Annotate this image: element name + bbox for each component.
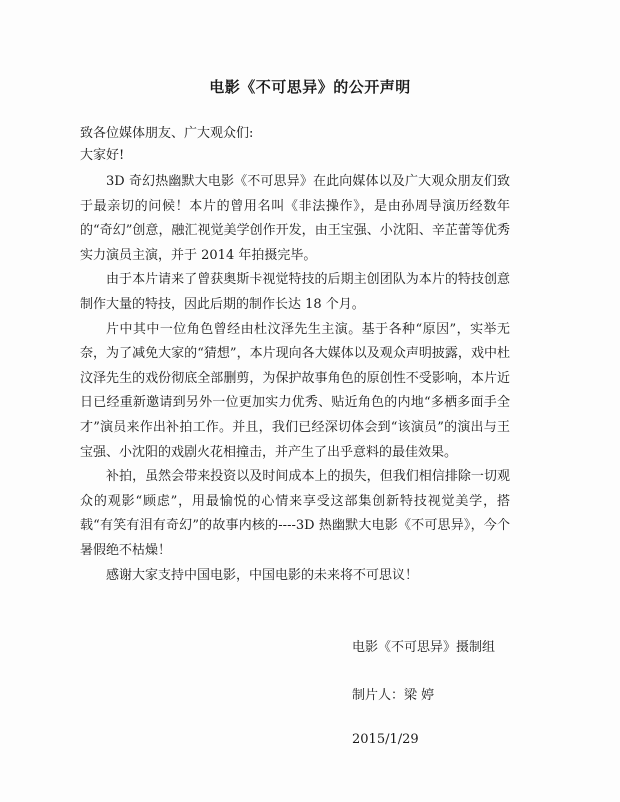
letter-body xyxy=(80,170,510,588)
paragraph-reshoot: 补拍，虽然会带来投资以及时间成本上的损失，但我们相信排除一切观众的观影“顾虑”，用最愉悦的心情来享受这部集创新特技视觉美学，搭载“有笑有泪有奇幻”的故事内核的----3D 热幽默大电影《不可思异》，今个暑假绝不枯燥！ xyxy=(80,469,510,558)
signature-producer: 制片人：梁 婷 xyxy=(352,688,435,703)
paragraph-thanks: 感谢大家支持中国电影，中国电影的未来将不可思议！ xyxy=(106,567,419,583)
paragraph-effects: 由于本片请来了曾获奥斯卡视觉特技的后期主创团队为本片的特技创意制作大量的特技，因此后期的制作长达 18 个月。 xyxy=(80,272,510,312)
paragraph-intro: 3D 奇幻热幽默大电影《不可思异》在此向媒体以及广大观众朋友们致于最亲切的问候！本片的曾用名叫《非法操作》，是由孙周导演历经数年的“奇幻”创意，融汇视觉美学创作开发，由王宝强、小沈阳、辛芷蕾等优秀实力演员主演，并于 2014 年拍摄完毕。 xyxy=(80,174,510,263)
signature-org: 电影《不可思异》摄制组 xyxy=(352,640,496,655)
greeting: 大家好! xyxy=(80,148,125,163)
paragraph-recast: 片中其中一位角色曾经由杜汶泽先生主演。基于各种“原因”，实举无奈，为了减免大家的“猜想”，本片现向各大媒体以及观众声明披露，戏中杜汶泽先生的戏份彻底全部删剪，为保护故事角色的原创性不受影响，本片近日已经重新邀请到另外一位更加实力优秀、贴近角色的内地“多栖多面手全才”演员来作出补拍工作。并且，我们已经深切体会到“该演员”的演出与王宝强、小沈阳的戏剧火花相撞击，并产生了出乎意料的最佳效果。 xyxy=(80,321,510,460)
salutation: 致各位媒体朋友、广大观众们: xyxy=(80,126,254,141)
signature-date: 2015/1/29 xyxy=(352,732,419,747)
document-title: 电影《不可思异》的公开声明 xyxy=(209,78,411,96)
